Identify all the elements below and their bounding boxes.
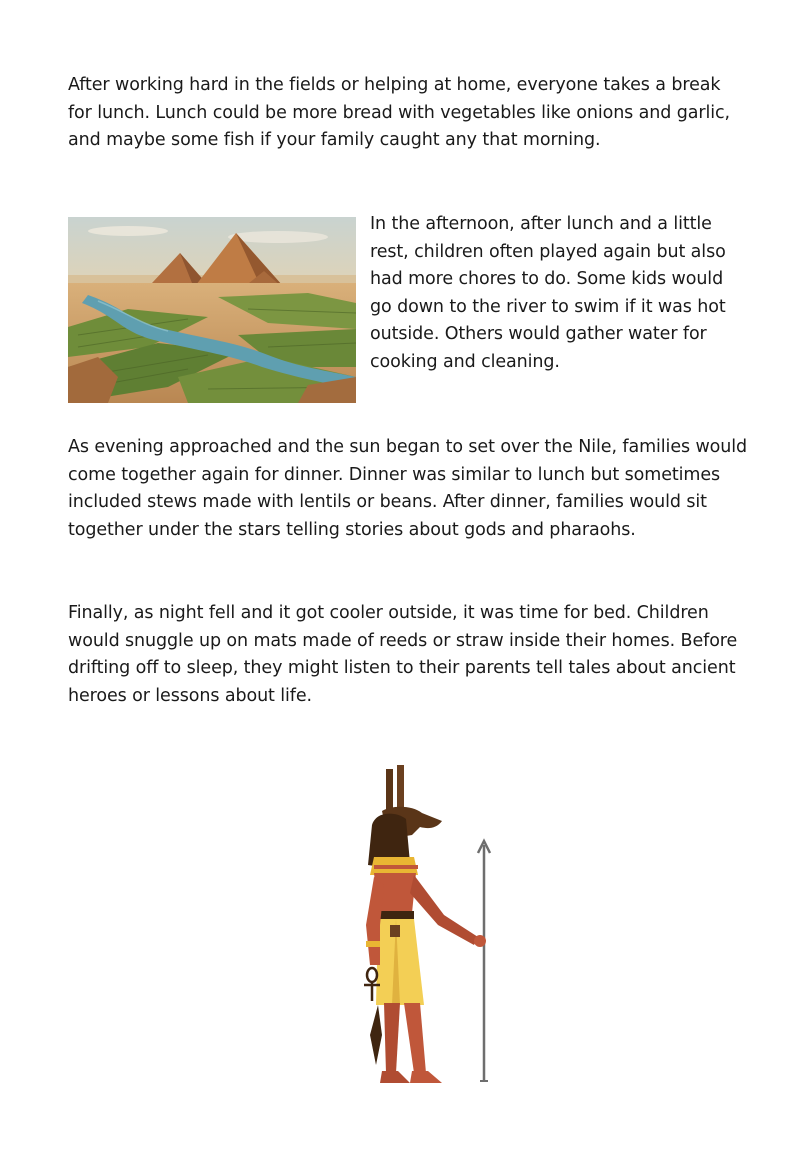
paragraph-lunch: After working hard in the fields or helping at home, everyone takes a break for lunch. Lunch could be more bread with vegetables like onions and garlic, and maybe some fish if your family caught any that morning. — [68, 75, 730, 150]
egyptian-god-set-illustration — [352, 765, 502, 1095]
paragraph-afternoon: In the afternoon, after lunch and a little rest, children often played again but also had more chores to do. Some kids would go down to the river to swim if it was hot outside. Others would gather water for cooking and cleaning. — [370, 214, 726, 372]
afternoon-section — [68, 214, 748, 407]
pyramids-nile-illustration — [68, 217, 356, 403]
paragraph-evening: As evening approached and the sun began to set over the Nile, families would come together again for dinner. Dinner was similar to lunch but sometimes included stews made with lentils or beans. After dinner, families would sit together under the stars telling stories about gods and pharaohs. — [68, 437, 748, 540]
paragraph-night: Finally, as night fell and it got cooler outside, it was time for bed. Children would snuggle up on mats made of reeds or straw inside their homes. Before drifting off to sleep, they might listen to their parents tell tales about ancient heroes or lessons about life. — [68, 603, 738, 706]
